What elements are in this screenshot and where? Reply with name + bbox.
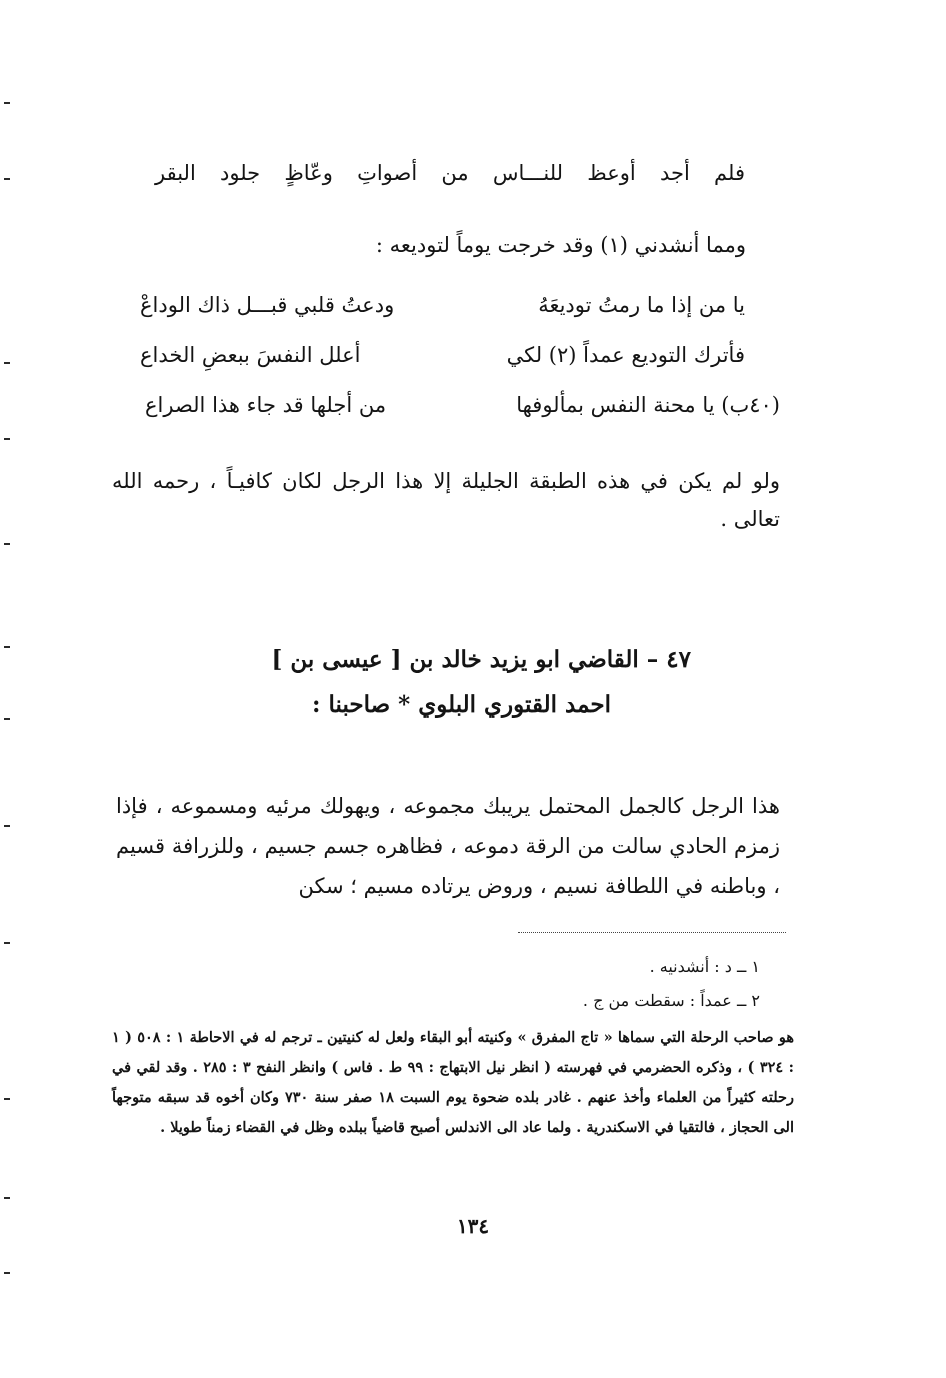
- footnote-1: ١ ــ د : أنشدنيه .: [649, 957, 760, 976]
- top-verse-line: فلم أجد أوعظ للنـــاس من أصواتِ وعّاظٍ جلود البقر: [155, 161, 745, 185]
- closing-paragraph: ولو لم يكن في هذه الطبقة الجليلة إلا هذا الرجل لكان كافيـاً ، رحمه الله تعالى .: [112, 469, 780, 531]
- verse-second-hemistich: ودعتُ قلبي قبـــل ذاك الوداعْ: [140, 293, 395, 317]
- margin-tick: [4, 646, 10, 648]
- verse-row-2: [140, 335, 745, 375]
- margin-tick: [4, 942, 10, 944]
- verse-row-1: [140, 285, 745, 325]
- section-heading-line2: احمد القتوري البلوي * صاحبنا :: [312, 691, 611, 718]
- verse-row-3: [145, 385, 780, 425]
- verse-first-hemistich: يا من إذا ما رمتُ توديعَهُ: [538, 293, 745, 317]
- poem-intro: ومما أنشدني (١) وقد خرجت يوماً لتوديعه :: [375, 233, 746, 257]
- body-paragraph: هذا الرجل كالجمل المحتمل يريبك مجموعه ، ويهولك مرئيه ومسموعه ، فإذا زمزم الحادي سالت من الرقة دموعه ، فظاهره جسم جسيم ، وللزرافة قسيم ، وباطنه في اللطافة نسيم ، وروض يرتاده مسيم ؛ سكن: [116, 794, 780, 898]
- verse-second-hemistich: من أجلها قد جاء هذا الصراع: [145, 393, 387, 417]
- footnote-divider: [518, 932, 786, 933]
- verse-first-hemistich: فأترك التوديع عمداً (٢) لكي: [506, 343, 745, 367]
- margin-tick: [4, 718, 10, 720]
- section-heading-line1: ٤٧ – القاضي ابو يزيد خالد بن [ عيسى بن ]: [271, 646, 691, 673]
- margin-tick: [4, 1272, 10, 1274]
- margin-tick: [4, 438, 10, 440]
- margin-tick: [4, 102, 10, 104]
- margin-tick: [4, 543, 10, 545]
- verse-second-hemistich: أعلل النفسَ ببعضِ الخداع: [140, 343, 361, 367]
- margin-tick: [4, 825, 10, 827]
- footnote-2: ٢ ــ عمداً : سقطت من ج .: [582, 991, 760, 1010]
- margin-tick: [4, 178, 10, 180]
- page-number: ١٣٤: [456, 1214, 490, 1238]
- margin-tick: [4, 362, 10, 364]
- margin-tick: [4, 1098, 10, 1100]
- biographical-note: هو صاحب الرحلة التي سماها « تاج المفرق » وكنيته أبو البقاء ولعل له كنيتين ـ ترجم له في الاحاطة ١ : ٥٠٨ ( ١ : ٣٢٤ ) ، وذكره الحضرمي في فهرسته ( انظر نيل الابتهاج : ٩٩ ط . فاس ) وانظر النفح ٣ : ٢٨٥ . وقد لقي في رحلته كثيراً من العلماء وأخذ عنهم . غادر بلده ضحوة يوم السبت ١٨ صفر سنة ٧٣٠ وكان أخوه قد سبقه متوجهاً الى الحجاز ، فالتقيا في الاسكندرية . ولما عاد الى الاندلس أصبح قاضياً ببلده وظل في القضاء زمناً طويلا .: [112, 1029, 795, 1136]
- verse-first-hemistich: (٤٠ب) يا محنة النفس بمألوفها: [516, 393, 780, 417]
- margin-tick: [4, 1197, 10, 1199]
